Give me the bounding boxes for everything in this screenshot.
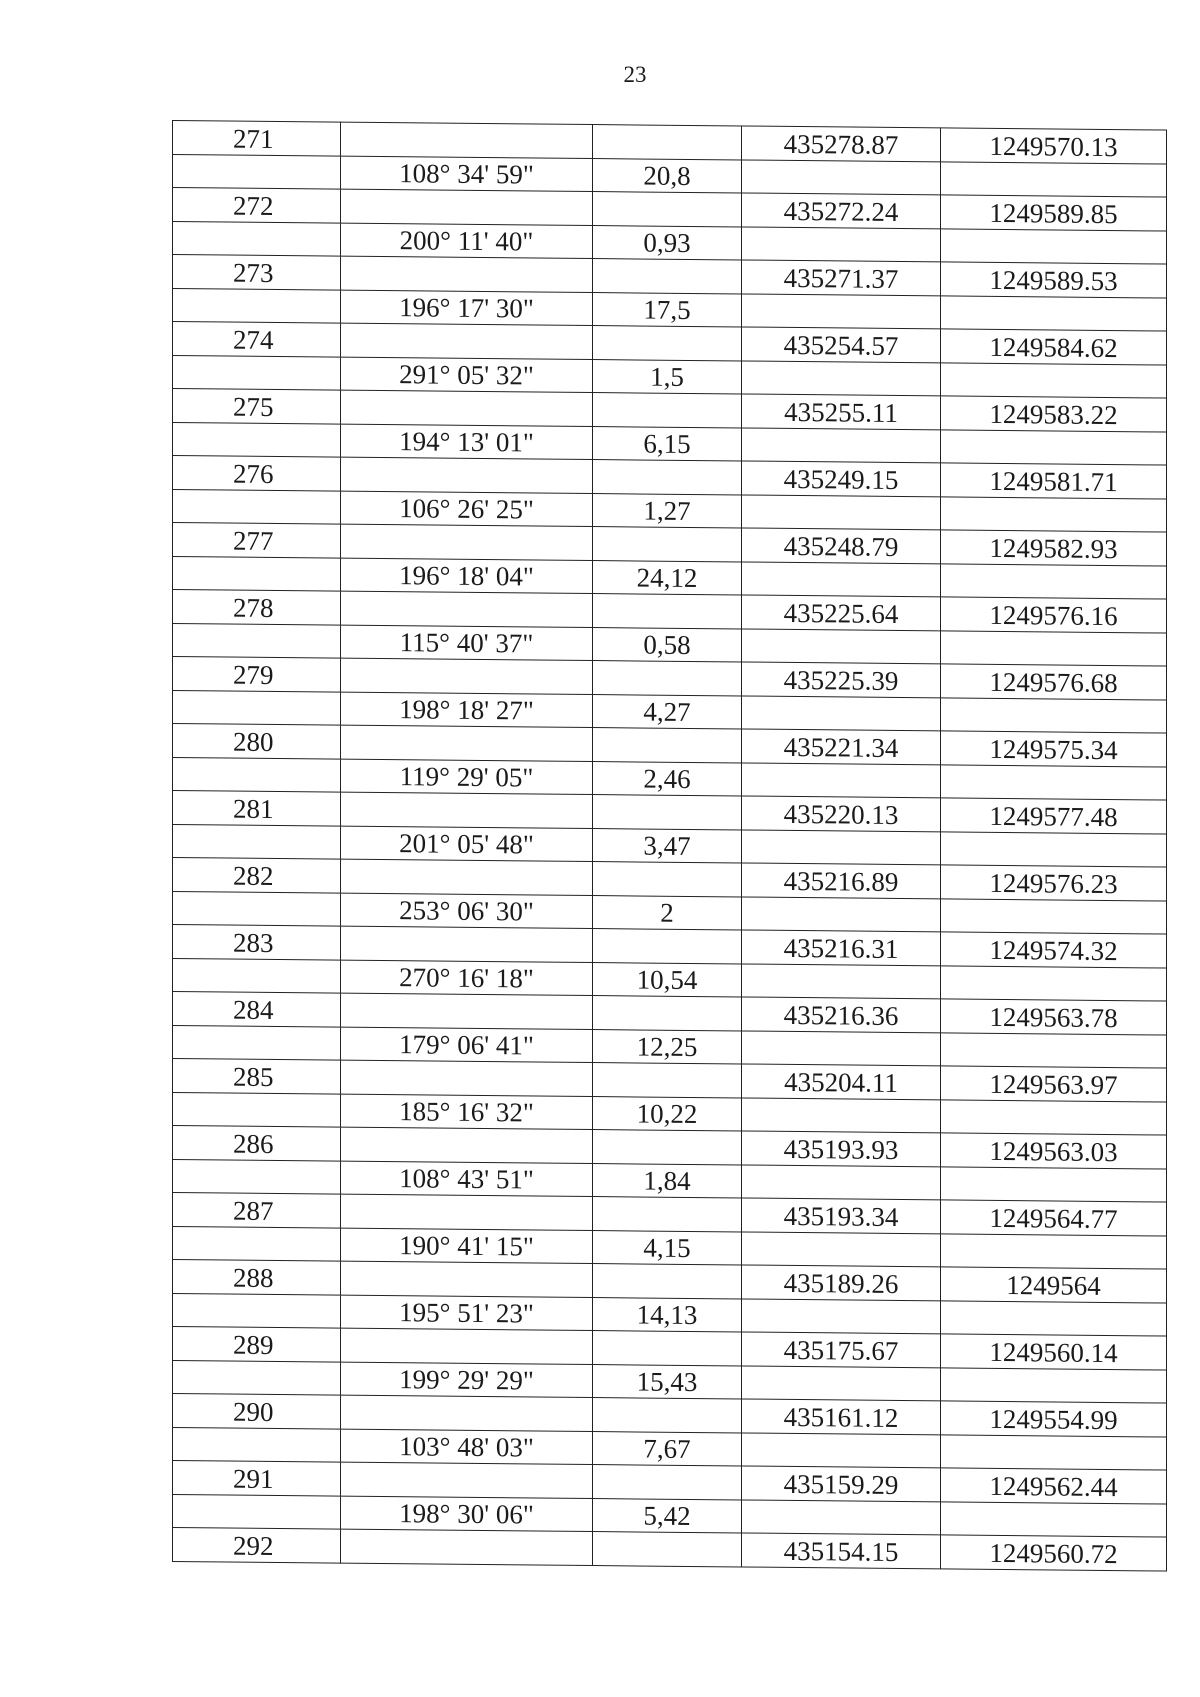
point-number-cell <box>173 1293 341 1328</box>
y-coordinate-cell: 1249589.53 <box>941 262 1167 298</box>
point-number-cell <box>173 288 341 323</box>
y-coordinate-cell <box>941 697 1167 733</box>
segment-length-cell: 5,42 <box>593 1498 742 1533</box>
x-coordinate-cell: 435271.37 <box>742 260 941 295</box>
segment-length-cell: 6,15 <box>593 426 742 461</box>
point-number-cell: 285 <box>173 1059 341 1094</box>
y-coordinate-cell: 1249577.48 <box>941 798 1167 834</box>
x-coordinate-cell <box>742 360 941 395</box>
y-coordinate-cell: 1249589.85 <box>941 195 1167 231</box>
segment-length-cell: 0,58 <box>593 627 742 662</box>
direction-angle-cell: 195° 51' 23" <box>341 1295 593 1331</box>
direction-angle-cell <box>341 1529 593 1565</box>
x-coordinate-cell <box>742 762 941 797</box>
y-coordinate-cell <box>941 965 1167 1001</box>
y-coordinate-cell: 1249575.34 <box>941 731 1167 767</box>
direction-angle-cell: 194° 13' 01" <box>341 424 593 460</box>
point-number-cell <box>173 154 341 189</box>
x-coordinate-cell <box>742 561 941 596</box>
page-number: 23 <box>623 62 647 87</box>
x-coordinate-cell <box>742 628 941 663</box>
direction-angle-cell <box>341 457 593 493</box>
segment-length-cell <box>593 1197 742 1232</box>
point-number-cell <box>173 1159 341 1194</box>
y-coordinate-cell <box>941 1166 1167 1202</box>
x-coordinate-cell <box>742 1499 941 1534</box>
y-coordinate-cell <box>941 1032 1167 1068</box>
segment-length-cell: 2,46 <box>593 761 742 796</box>
segment-length-cell <box>593 594 742 629</box>
point-number-cell: 279 <box>173 657 341 692</box>
point-number-cell: 290 <box>173 1394 341 1429</box>
direction-angle-cell <box>341 1261 593 1297</box>
segment-length-cell <box>593 1532 742 1567</box>
x-coordinate-cell: 435216.31 <box>742 930 941 965</box>
segment-length-cell: 17,5 <box>593 292 742 327</box>
y-coordinate-cell: 1249570.13 <box>941 128 1167 164</box>
y-coordinate-cell: 1249562.44 <box>941 1468 1167 1504</box>
point-number-cell <box>173 1494 341 1529</box>
y-coordinate-cell: 1249564.77 <box>941 1200 1167 1236</box>
y-coordinate-cell <box>941 630 1167 666</box>
point-number-cell <box>173 1360 341 1395</box>
x-coordinate-cell <box>742 829 941 864</box>
point-number-cell <box>173 489 341 524</box>
point-number-cell: 275 <box>173 389 341 424</box>
direction-angle-cell: 103° 48' 03" <box>341 1429 593 1465</box>
direction-angle-cell <box>341 993 593 1029</box>
y-coordinate-cell: 1249584.62 <box>941 329 1167 365</box>
point-number-cell <box>173 1427 341 1462</box>
point-number-cell <box>173 556 341 591</box>
direction-angle-cell: 119° 29' 05" <box>341 759 593 795</box>
x-coordinate-cell <box>742 963 941 998</box>
x-coordinate-cell <box>742 1097 941 1132</box>
y-coordinate-cell: 1249564 <box>941 1267 1167 1303</box>
direction-angle-cell: 185° 16' 32" <box>341 1094 593 1130</box>
segment-length-cell <box>593 1264 742 1299</box>
direction-angle-cell: 199° 29' 29" <box>341 1362 593 1398</box>
x-coordinate-cell <box>742 695 941 730</box>
point-number-cell: 289 <box>173 1327 341 1362</box>
point-number-cell: 271 <box>173 121 341 156</box>
point-number-cell <box>173 1025 341 1060</box>
point-number-cell: 278 <box>173 590 341 625</box>
point-number-cell <box>173 623 341 658</box>
x-coordinate-cell: 435216.36 <box>742 997 941 1032</box>
direction-angle-cell <box>341 256 593 292</box>
direction-angle-cell: 108° 34' 59" <box>341 156 593 192</box>
direction-angle-cell <box>341 1127 593 1163</box>
y-coordinate-cell: 1249576.16 <box>941 597 1167 633</box>
x-coordinate-cell <box>742 1231 941 1266</box>
point-number-cell <box>173 824 341 859</box>
segment-length-cell: 10,54 <box>593 962 742 997</box>
point-number-cell: 286 <box>173 1126 341 1161</box>
point-number-cell: 284 <box>173 992 341 1027</box>
segment-length-cell <box>593 1465 742 1500</box>
segment-length-cell <box>593 460 742 495</box>
segment-length-cell <box>593 1130 742 1165</box>
y-coordinate-cell: 1249582.93 <box>941 530 1167 566</box>
segment-length-cell <box>593 1398 742 1433</box>
x-coordinate-cell <box>742 1164 941 1199</box>
direction-angle-cell <box>341 189 593 225</box>
y-coordinate-cell <box>941 831 1167 867</box>
segment-length-cell <box>593 125 742 160</box>
segment-length-cell: 4,27 <box>593 694 742 729</box>
x-coordinate-cell: 435220.13 <box>742 796 941 831</box>
point-number-cell: 276 <box>173 456 341 491</box>
x-coordinate-cell: 435221.34 <box>742 729 941 764</box>
x-coordinate-cell <box>742 1432 941 1467</box>
direction-angle-cell: 198° 18' 27" <box>341 692 593 728</box>
direction-angle-cell: 108° 43' 51" <box>341 1161 593 1197</box>
direction-angle-cell <box>341 1194 593 1230</box>
x-coordinate-cell: 435204.11 <box>742 1064 941 1099</box>
x-coordinate-cell <box>742 494 941 529</box>
segment-length-cell <box>593 929 742 964</box>
x-coordinate-cell: 435154.15 <box>742 1533 941 1568</box>
x-coordinate-cell: 435175.67 <box>742 1332 941 1367</box>
direction-angle-cell <box>341 792 593 828</box>
x-coordinate-cell: 435161.12 <box>742 1399 941 1434</box>
segment-length-cell: 0,93 <box>593 225 742 260</box>
segment-length-cell <box>593 393 742 428</box>
x-coordinate-cell <box>742 293 941 328</box>
x-coordinate-cell <box>742 1365 941 1400</box>
direction-angle-cell: 201° 05' 48" <box>341 826 593 862</box>
point-number-cell <box>173 221 341 256</box>
coordinates-table-body <box>173 121 1167 1571</box>
y-coordinate-cell <box>941 1099 1167 1135</box>
x-coordinate-cell: 435189.26 <box>742 1265 941 1300</box>
point-number-cell: 288 <box>173 1260 341 1295</box>
point-number-cell <box>173 690 341 725</box>
segment-length-cell <box>593 259 742 294</box>
direction-angle-cell <box>341 390 593 426</box>
y-coordinate-cell <box>941 1367 1167 1403</box>
direction-angle-cell <box>341 1328 593 1364</box>
x-coordinate-cell <box>742 226 941 261</box>
x-coordinate-cell: 435255.11 <box>742 394 941 429</box>
segment-length-cell: 1,84 <box>593 1163 742 1198</box>
segment-length-cell: 14,13 <box>593 1297 742 1332</box>
direction-angle-cell <box>341 524 593 560</box>
y-coordinate-cell <box>941 1501 1167 1537</box>
segment-length-cell: 10,22 <box>593 1096 742 1131</box>
direction-angle-cell <box>341 725 593 761</box>
y-coordinate-cell <box>941 295 1167 331</box>
direction-angle-cell: 196° 17' 30" <box>341 290 593 326</box>
x-coordinate-cell <box>742 1298 941 1333</box>
y-coordinate-cell <box>941 429 1167 465</box>
point-number-cell <box>173 355 341 390</box>
point-number-cell: 274 <box>173 322 341 357</box>
direction-angle-cell: 179° 06' 41" <box>341 1027 593 1063</box>
point-number-cell: 291 <box>173 1461 341 1496</box>
point-number-cell: 282 <box>173 858 341 893</box>
direction-angle-cell: 106° 26' 25" <box>341 491 593 527</box>
y-coordinate-cell: 1249583.22 <box>941 396 1167 432</box>
point-number-cell: 287 <box>173 1193 341 1228</box>
direction-angle-cell <box>341 323 593 359</box>
x-coordinate-cell: 435254.57 <box>742 327 941 362</box>
point-number-cell: 283 <box>173 925 341 960</box>
direction-angle-cell <box>341 591 593 627</box>
direction-angle-cell: 198° 30' 06" <box>341 1496 593 1532</box>
point-number-cell: 280 <box>173 724 341 759</box>
segment-length-cell <box>593 795 742 830</box>
direction-angle-cell <box>341 926 593 962</box>
segment-length-cell: 20,8 <box>593 158 742 193</box>
segment-length-cell: 2 <box>593 895 742 930</box>
y-coordinate-cell: 1249581.71 <box>941 463 1167 499</box>
segment-length-cell <box>593 661 742 696</box>
segment-length-cell <box>593 1331 742 1366</box>
y-coordinate-cell: 1249554.99 <box>941 1401 1167 1437</box>
segment-length-cell: 24,12 <box>593 560 742 595</box>
y-coordinate-cell: 1249560.14 <box>941 1334 1167 1370</box>
direction-angle-cell <box>341 122 593 158</box>
y-coordinate-cell <box>941 496 1167 532</box>
segment-length-cell: 1,5 <box>593 359 742 394</box>
y-coordinate-cell <box>941 1233 1167 1269</box>
segment-length-cell <box>593 728 742 763</box>
y-coordinate-cell: 1249563.03 <box>941 1133 1167 1169</box>
coordinates-table <box>172 120 1167 1571</box>
direction-angle-cell: 190° 41' 15" <box>341 1228 593 1264</box>
y-coordinate-cell: 1249560.72 <box>941 1535 1167 1571</box>
direction-angle-cell: 196° 18' 04" <box>341 558 593 594</box>
segment-length-cell: 3,47 <box>593 828 742 863</box>
direction-angle-cell: 291° 05' 32" <box>341 357 593 393</box>
y-coordinate-cell <box>941 1434 1167 1470</box>
segment-length-cell <box>593 1063 742 1098</box>
direction-angle-cell: 270° 16' 18" <box>341 960 593 996</box>
y-coordinate-cell <box>941 563 1167 599</box>
segment-length-cell: 7,67 <box>593 1431 742 1466</box>
point-number-cell <box>173 1226 341 1261</box>
x-coordinate-cell: 435225.39 <box>742 662 941 697</box>
x-coordinate-cell <box>742 1030 941 1065</box>
y-coordinate-cell: 1249563.97 <box>941 1066 1167 1102</box>
direction-angle-cell <box>341 859 593 895</box>
segment-length-cell <box>593 996 742 1031</box>
y-coordinate-cell <box>941 764 1167 800</box>
direction-angle-cell <box>341 658 593 694</box>
point-number-cell <box>173 891 341 926</box>
point-number-cell <box>173 757 341 792</box>
y-coordinate-cell: 1249574.32 <box>941 932 1167 968</box>
x-coordinate-cell: 435159.29 <box>742 1466 941 1501</box>
segment-length-cell: 1,27 <box>593 493 742 528</box>
y-coordinate-cell: 1249576.23 <box>941 865 1167 901</box>
x-coordinate-cell: 435249.15 <box>742 461 941 496</box>
point-number-cell <box>173 958 341 993</box>
segment-length-cell <box>593 192 742 227</box>
x-coordinate-cell: 435216.89 <box>742 863 941 898</box>
segment-length-cell <box>593 326 742 361</box>
x-coordinate-cell: 435225.64 <box>742 595 941 630</box>
segment-length-cell: 4,15 <box>593 1230 742 1265</box>
x-coordinate-cell <box>742 427 941 462</box>
segment-length-cell <box>593 527 742 562</box>
y-coordinate-cell <box>941 228 1167 264</box>
point-number-cell: 277 <box>173 523 341 558</box>
direction-angle-cell <box>341 1462 593 1498</box>
point-number-cell <box>173 1092 341 1127</box>
direction-angle-cell: 200° 11' 40" <box>341 223 593 259</box>
segment-length-cell <box>593 862 742 897</box>
segment-length-cell: 12,25 <box>593 1029 742 1064</box>
point-number-cell: 281 <box>173 791 341 826</box>
x-coordinate-cell <box>742 896 941 931</box>
x-coordinate-cell: 435193.34 <box>742 1198 941 1233</box>
direction-angle-cell: 115° 40' 37" <box>341 625 593 661</box>
x-coordinate-cell: 435272.24 <box>742 193 941 228</box>
segment-length-cell: 15,43 <box>593 1364 742 1399</box>
y-coordinate-cell: 1249576.68 <box>941 664 1167 700</box>
y-coordinate-cell: 1249563.78 <box>941 999 1167 1035</box>
y-coordinate-cell <box>941 1300 1167 1336</box>
x-coordinate-cell: 435248.79 <box>742 528 941 563</box>
direction-angle-cell <box>341 1395 593 1431</box>
point-number-cell <box>173 422 341 457</box>
x-coordinate-cell: 435278.87 <box>742 126 941 161</box>
y-coordinate-cell <box>941 362 1167 398</box>
point-number-cell: 273 <box>173 255 341 290</box>
direction-angle-cell <box>341 1060 593 1096</box>
x-coordinate-cell: 435193.93 <box>742 1131 941 1166</box>
y-coordinate-cell <box>941 161 1167 197</box>
direction-angle-cell: 253° 06' 30" <box>341 893 593 929</box>
point-number-cell: 292 <box>173 1528 341 1563</box>
y-coordinate-cell <box>941 898 1167 934</box>
point-number-cell: 272 <box>173 188 341 223</box>
x-coordinate-cell <box>742 159 941 194</box>
